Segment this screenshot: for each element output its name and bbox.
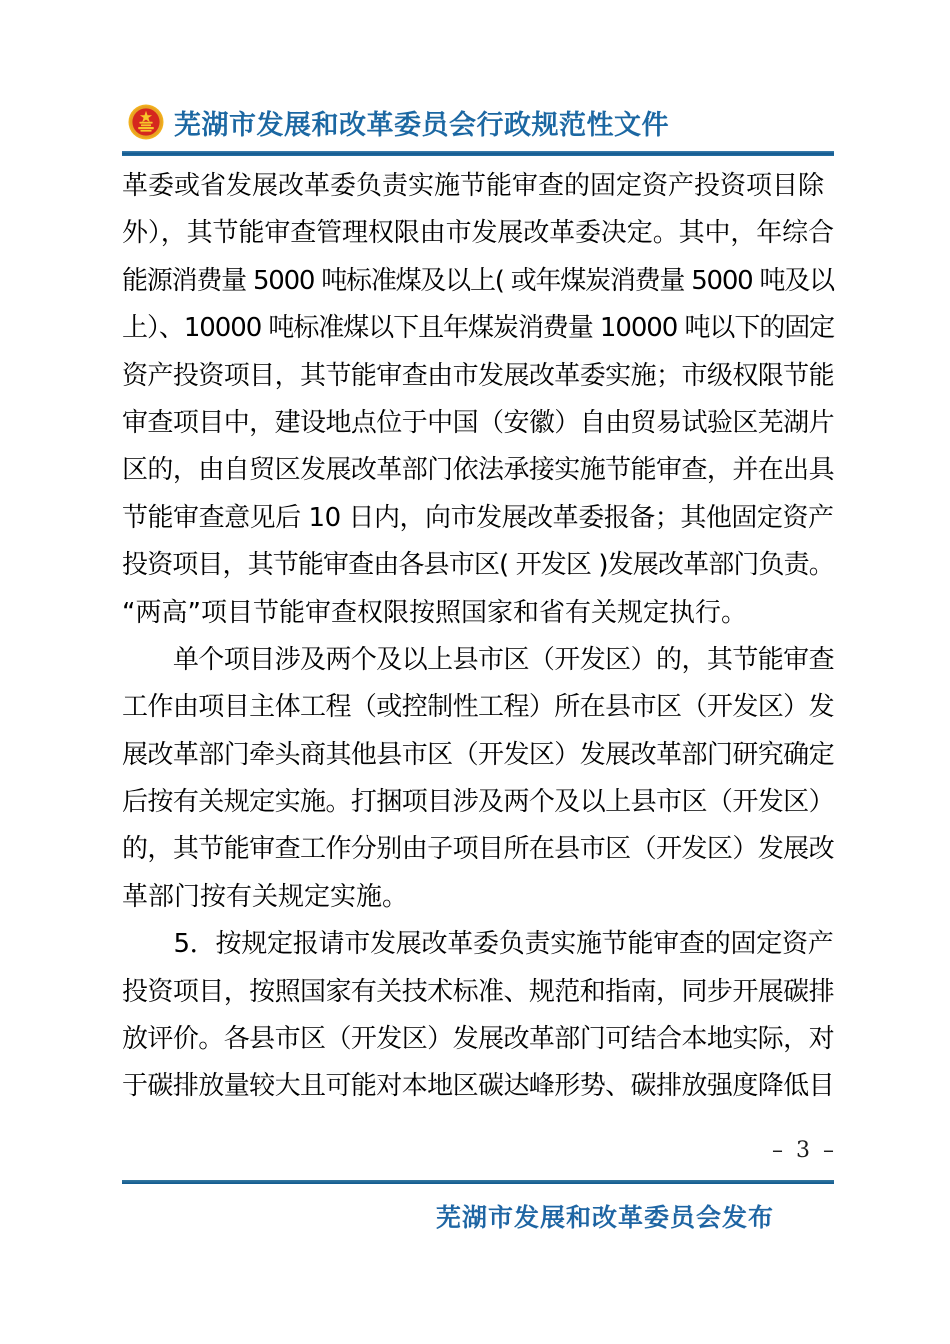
- body-line: 单个项目涉及两个及以上县市区（开发区）的，其节能审查: [122, 644, 835, 675]
- body-line: “两高”项目节能审查权限按照国家和省有关规定执行。: [122, 597, 747, 628]
- body-line: 上）、10000 吨标准煤以下且年煤炭消费量 10000 吨以下的固定: [122, 313, 835, 344]
- footer-publisher: 芜湖市发展和改革委员会发布: [435, 1203, 774, 1232]
- national-emblem-icon: [128, 104, 164, 140]
- body-line: 能源消费量 5000 吨标准煤及以上( 或年煤炭消费量 5000 吨及以: [122, 265, 834, 296]
- footer-rule: [122, 1180, 834, 1184]
- body-line: 放评价。各县市区（开发区）发展改革部门可结合本地实际，对: [122, 1024, 835, 1055]
- document-header: [128, 101, 669, 143]
- body-line: 区的，由自贸区发展改革部门依法承接实施节能审查，并在出具: [122, 455, 835, 486]
- body-line: 外），其节能审查管理权限由市发展改革委决定。其中，年综合: [122, 218, 834, 249]
- body-line: 革委或省发展改革委负责实施节能审查的固定资产投资项目除: [122, 171, 825, 201]
- body-line: 革部门按有关规定实施。: [122, 881, 409, 912]
- body-line: 展改革部门牵头商其他县市区（开发区）发展改革部门研究确定: [122, 739, 835, 770]
- body-line: 节能审查意见后 10 日内，向市发展改革委报备；其他固定资产: [122, 502, 834, 533]
- page-number: – 3 –: [772, 1138, 834, 1163]
- body-line: 资产投资项目，其节能审查由市发展改革委实施；市级权限节能: [122, 360, 835, 391]
- body-line: 于碳排放量较大且可能对本地区碳达峰形势、碳排放强度降低目: [122, 1071, 835, 1102]
- body-line: 后按有关规定实施。打捆项目涉及两个及以上县市区（开发区）: [122, 787, 835, 818]
- document-body: [122, 163, 834, 1111]
- body-line: 投资项目，其节能审查由各县市区( 开发区 )发展改革部门负责。: [122, 550, 834, 581]
- body-line: 投资项目，按照国家有关技术标准、规范和指南，同步开展碳排: [122, 976, 835, 1007]
- header-rule: [122, 151, 834, 156]
- body-line: 工作由项目主体工程（或控制性工程）所在县市区（开发区）发: [122, 692, 835, 723]
- document-banner-title: 芜湖市发展和改革委员会行政规范性文件: [174, 109, 669, 141]
- body-line: 的，其节能审查工作分别由子项目所在县市区（开发区）发展改: [122, 834, 835, 865]
- body-line: 审查项目中，建设地点位于中国（安徽）自由贸易试验区芜湖片: [122, 407, 835, 438]
- body-line: 5．按规定报请市发展改革委负责实施节能审查的固定资产: [122, 929, 834, 960]
